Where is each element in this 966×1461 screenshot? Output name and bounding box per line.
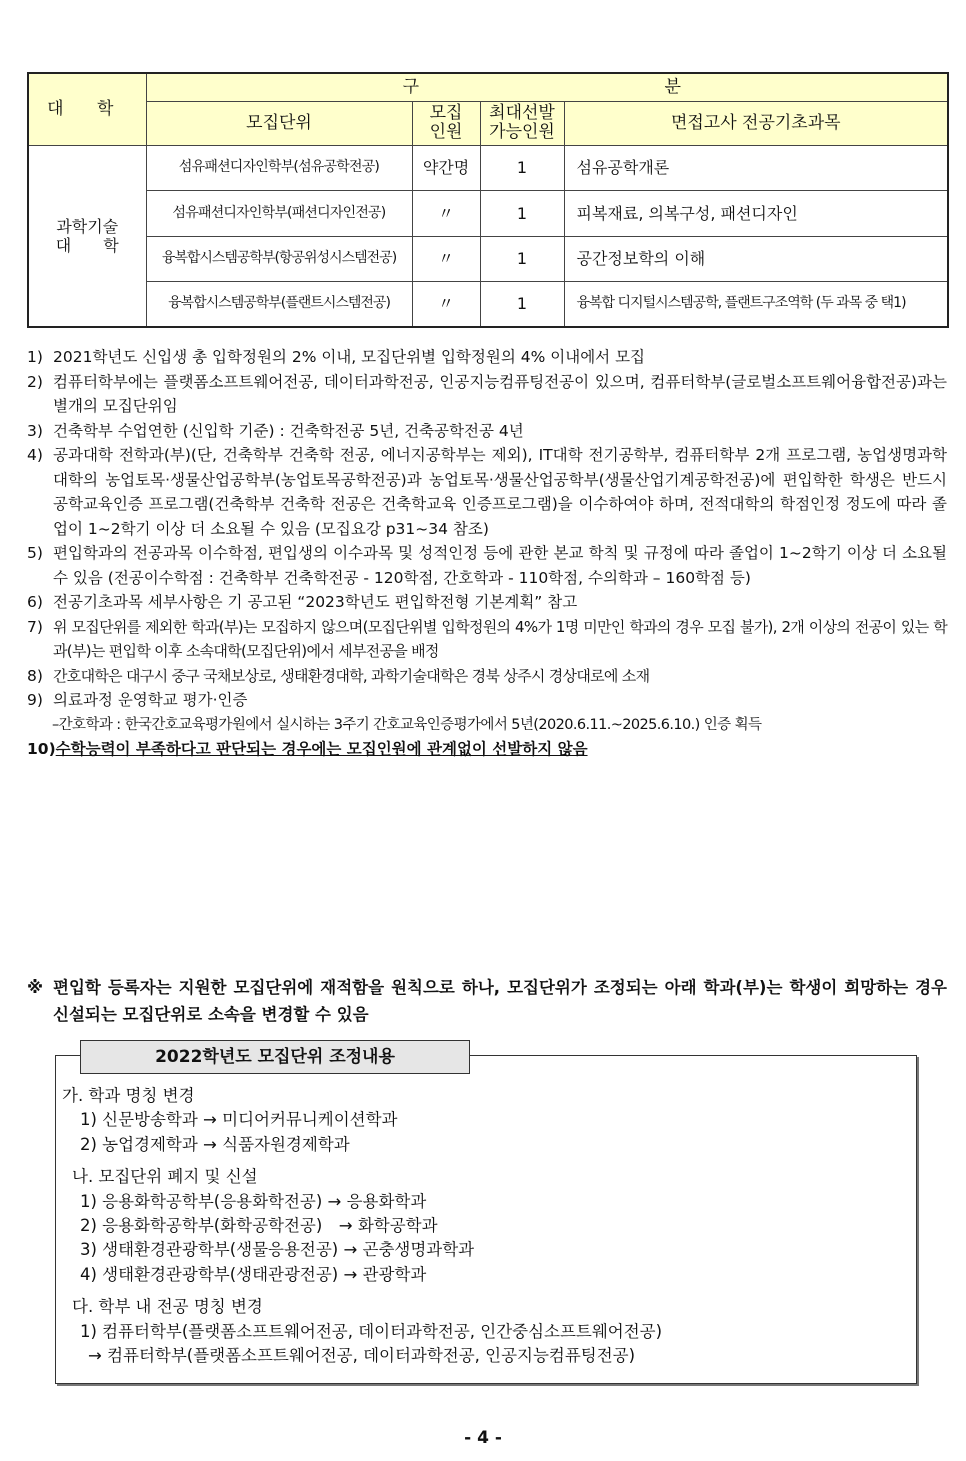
table-row [28, 281, 948, 327]
quota-cell: 〃 [412, 236, 480, 281]
max-cell: 1 [480, 281, 564, 327]
list-item: 2) 농업경제학과 → 식품자원경제학과 [80, 1134, 350, 1154]
subjects-cell: 융복합 디지털시스템공학, 플랜트구조역학 (두 과목 중 택1) [564, 281, 948, 327]
list-item: 1) 응용화학공학부(응용화학전공) → 응용화학과 [80, 1191, 427, 1211]
note-3: 3) 건축학부 수업연한 (신입학 기준) : 건축학전공 5년, 건축공학전공 4년 [27, 421, 524, 440]
page-number: - 4 - [464, 1428, 502, 1448]
table-row [28, 145, 948, 190]
note-9: 9) 의료과정 운영학교 평가·인증 [27, 691, 248, 709]
note-6: 6) 전공기초과목 세부사항은 기 공고된 “2023학년도 편입학전형 기본계획” 참고 [27, 593, 578, 611]
header-gubun: 구 분 [146, 73, 948, 101]
note-7: 7) 위 모집단위를 제외한 학과(부)는 모집하지 않으며(모집단위별 입학정원의 4%가 1명 미만인 학과의 경우 모집 불가), 2개 이상의 전공이 있는 학과(부)는 편입학 이후 소속대학(모집단위)에서 세부전공을 배정 [27, 617, 947, 660]
header-subjects: 면접고사 전공기초과목 [564, 101, 948, 145]
max-cell: 1 [480, 236, 564, 281]
section-heading: 가. 학과 명칭 변경 [62, 1086, 195, 1105]
notes-list [27, 345, 947, 762]
remark-text: 편입학 등록자는 지원한 모집단위에 재적함을 원칙으로 하나, 모집단위가 조정되는 아래 학과(부)는 학생이 희망하는 경우 신설되는 모집단위로 소속을 변경할 수 있음 [53, 978, 947, 1024]
note-2: 2) 컴퓨터학부에는 플랫폼소프트웨어전공, 데이터과학전공, 인공지능컴퓨팅전공이 있으며, 컴퓨터학부(글로벌소프트웨어융합전공)과는 별개의 모집단위임 [27, 372, 947, 415]
adjustment-box-content [62, 1084, 662, 1368]
subjects-cell: 피복재료, 의복구성, 패션디자인 [564, 190, 948, 236]
note-5: 5) 편입학과의 전공과목 이수학점, 편입생의 이수과목 및 성적인정 등에 관한 본교 학칙 및 규정에 따라 졸업이 1~2학기 이상 더 소요될 수 있음 (전공이수학점 : 건축학부 건축학전공 - 120학점, 간호학과 - 110학점, 수의학과 – 160학점 등) [27, 544, 947, 587]
header-college: 대 학 [28, 73, 146, 145]
list-item: → 컴퓨터학부(플랫폼소프트웨어전공, 데이터과학전공, 인공지능컴퓨팅전공) [88, 1346, 636, 1366]
header-unit: 모집단위 [146, 101, 412, 145]
subjects-cell: 섬유공학개론 [564, 145, 948, 190]
section-heading: 나. 모집단위 폐지 및 신설 [72, 1167, 258, 1187]
list-item: 4) 생태환경관광학부(생태관광전공) → 관광학과 [80, 1264, 427, 1284]
note-9-sub: –간호학과 : 한국간호교육평가원에서 실시하는 3주기 간호교육인증평가에서 5년(2020.6.11.~2025.6.10.) 인증 획득 [52, 716, 762, 733]
list-item: 1) 컴퓨터학부(플랫폼소프트웨어전공, 데이터과학전공, 인간중심소프트웨어전공) [80, 1321, 663, 1341]
quota-cell: 〃 [412, 281, 480, 327]
list-item: 3) 생태환경관광학부(생물응용전공) → 곤충생명과학과 [80, 1240, 475, 1260]
note-1: 1) 2021학년도 신입생 총 입학정원의 2% 이내, 모집단위별 입학정원의 4% 이내에서 모집 [27, 348, 646, 366]
remark [27, 974, 947, 1028]
reference-mark-icon: ※ [27, 978, 44, 997]
unit-cell: 융복합시스템공학부(항공위성시스템전공) [146, 236, 412, 281]
list-item: 1) 신문방송학과 → 미디어커뮤니케이션학과 [80, 1110, 398, 1130]
max-cell: 1 [480, 190, 564, 236]
note-10: 10) 수학능력이 부족하다고 판단되는 경우에는 모집인원에 관계없이 선발하지 않음 [27, 740, 588, 758]
note-4: 4) 공과대학 전학과(부)(단, 건축학부 건축학 전공, 에너지공학부는 제외), IT대학 전기공학부, 컴퓨터학부 2개 프로그램, 농업생명과학대학의 농업토목·생물산업공학부(농업토목공학전공)과 농업토목·생물산업공학부(생물산업기계공학전공)에 편입학한 학생은 반드시 공학교육인증 프로그램(건축학부 건축학 전공은 건축학교육 인증프로그램)을 이수하여야 하며, 전적대학의 학점인정 정도에 따라 졸업이 1~2학기 이상 더 소요될 수 있음 (모집요강 p31~34 참조) [27, 446, 947, 538]
unit-cell: 융복합시스템공학부(플랜트시스템전공) [146, 281, 412, 327]
header-max: 최대선발 가능인원 [480, 101, 564, 145]
table-row [28, 236, 948, 281]
adjustment-box-title: 2022학년도 모집단위 조정내용 [80, 1040, 470, 1074]
table-row [28, 190, 948, 236]
note-8: 8) 간호대학은 대구시 중구 국채보상로, 생태환경대학, 과학기술대학은 경북 상주시 경상대로에 소재 [27, 666, 650, 685]
header-quota: 모집 인원 [412, 101, 480, 145]
section-heading: 다. 학부 내 전공 명칭 변경 [72, 1297, 263, 1317]
college-name: 과학기술 대 학 [28, 145, 146, 327]
list-item: 2) 응용화학공학부(화학공학전공) → 화학공학과 [80, 1216, 438, 1236]
unit-cell: 섬유패션디자인학부(섬유공학전공) [146, 145, 412, 190]
quota-cell: 〃 [412, 190, 480, 236]
recruitment-table [27, 72, 949, 328]
max-cell: 1 [480, 145, 564, 190]
quota-cell: 약간명 [412, 145, 480, 190]
unit-cell: 섬유패션디자인학부(패션디자인전공) [146, 190, 412, 236]
subjects-cell: 공간정보학의 이해 [564, 236, 948, 281]
